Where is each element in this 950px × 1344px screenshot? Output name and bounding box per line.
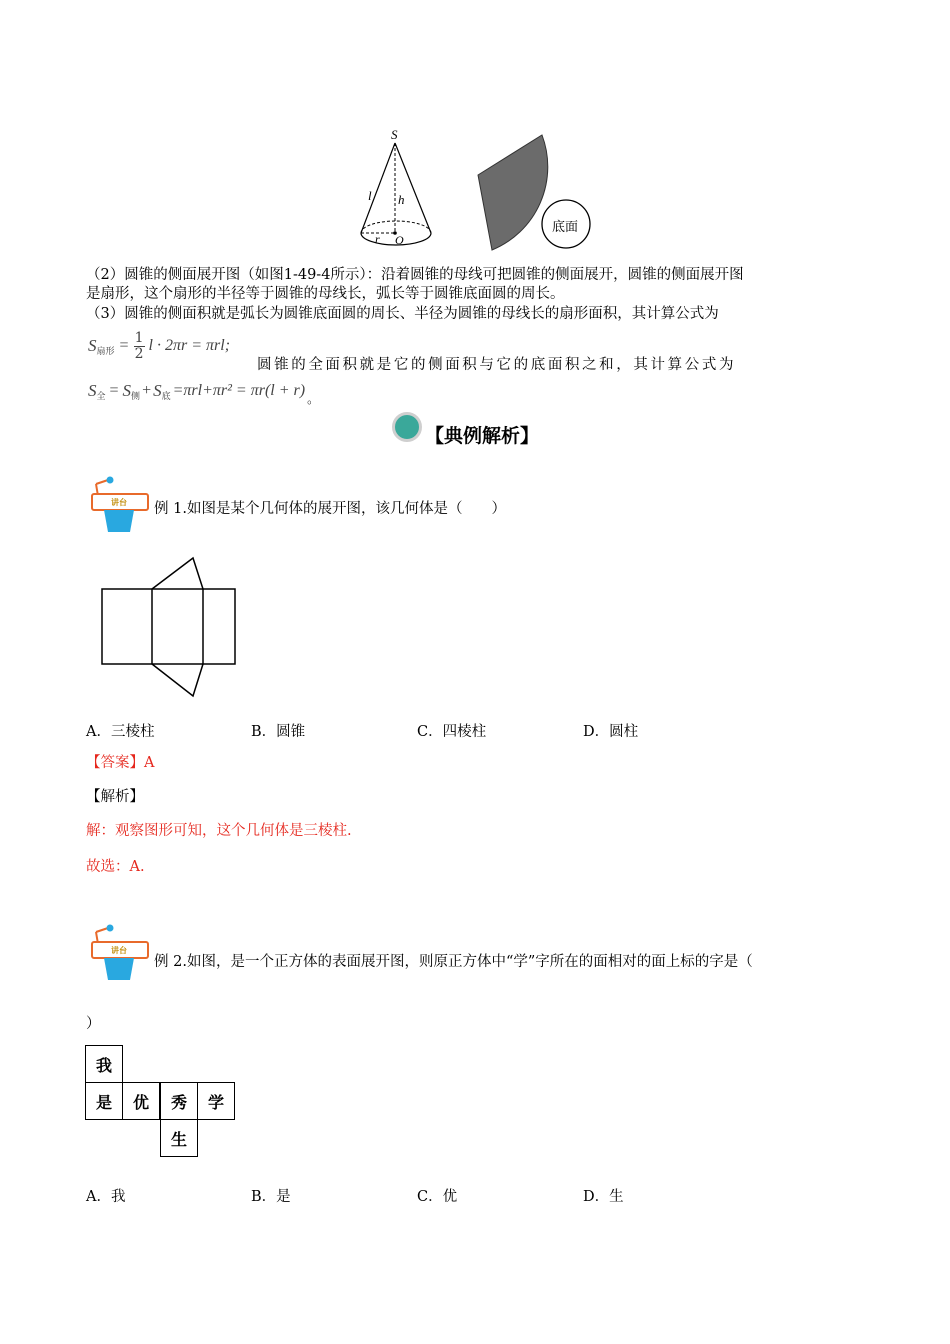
cone-label-r: r: [375, 232, 380, 246]
formula-sector-area: S 扇形 = 1 2 l · 2πr = πrl;: [88, 329, 231, 362]
cube-net-cell-wo: 我: [85, 1045, 123, 1083]
paragraph-3-line-1: （3）圆锥的侧面积就是弧长为圆锥底面圆的周长、半径为圆锥的母线长的扇形面积，其计算公式为: [86, 306, 719, 322]
cone-figure: [355, 125, 595, 255]
cube-net-cell-xue: 学: [197, 1082, 235, 1120]
triangular-prism-net: [100, 556, 240, 698]
cone-base-back: [361, 221, 431, 233]
cone-label-l: l: [368, 188, 372, 203]
cube-net-cell-sheng: 生: [160, 1119, 198, 1157]
example-2-question-cont: ）: [86, 1016, 101, 1032]
cone-left-edge: [361, 143, 395, 233]
paragraph-2-line-1: （2）圆锥的侧面展开图（如图1-49-4所示）：沿着圆锥的母线可把圆锥的侧面展开，圆锥的侧面展开图: [86, 267, 744, 283]
example-2-question: 例 2.如图，是一个正方体的表面展开图，则原正方体中“学”字所在的面相对的面上标的字是（: [154, 954, 753, 970]
example-2-option-b[interactable]: B．是: [251, 1189, 291, 1205]
example-1-option-c[interactable]: C．四棱柱: [417, 724, 487, 740]
paragraph-2-line-2: 是扇形，这个扇形的半径等于圆锥的母线长，弧长等于圆锥底面圆的周长。: [86, 286, 565, 302]
cone-right-edge: [395, 143, 431, 233]
example-1-analysis-label: 【解析】: [86, 789, 144, 805]
cone-base-label: 底面: [552, 220, 579, 235]
lecture-badge-text-2: 讲台: [111, 946, 127, 955]
example-1-conclusion: 故选：A.: [86, 859, 145, 875]
paragraph-3-line-2: 圆 锥 的 全 面 积 就 是 它 的 侧 面 积 与 它 的 底 面 积 之 和 ， 其 计 算 公 式 为: [257, 357, 734, 373]
example-1-question: 例 1.如图是某个几何体的展开图，该几何体是（ ）: [154, 501, 506, 517]
section-title: 【典例解析】: [425, 425, 540, 447]
example-2-option-a[interactable]: A．我: [86, 1189, 126, 1205]
example-1-solution: 解：观察图形可知，这个几何体是三棱柱.: [86, 823, 352, 839]
cone-label-s: S: [391, 127, 398, 142]
example-2-option-c[interactable]: C．优: [417, 1189, 458, 1205]
cone-label-h: h: [398, 192, 405, 207]
cone-label-o: O: [395, 233, 404, 247]
example-1-option-a[interactable]: A．三棱柱: [86, 724, 155, 740]
example-2-option-d[interactable]: D．生: [583, 1189, 624, 1205]
cube-net-cell-xiu: 秀: [160, 1082, 198, 1120]
example-1-option-b[interactable]: B．圆锥: [251, 724, 306, 740]
lecture-badge-text: 讲台: [111, 498, 127, 507]
example-1-answer: 【答案】A: [86, 755, 155, 771]
section-title-icon: [392, 412, 422, 442]
example-1-option-d[interactable]: D．圆柱: [583, 724, 639, 740]
cube-net-cell-shi: 是: [85, 1082, 123, 1120]
cone-lateral-sector: [478, 135, 548, 250]
formula-total-area: S 全 = S 侧 + S 底 =πrl+πr² = πr(l + r) 。: [88, 381, 320, 406]
cube-net-cell-you: 优: [122, 1082, 160, 1120]
